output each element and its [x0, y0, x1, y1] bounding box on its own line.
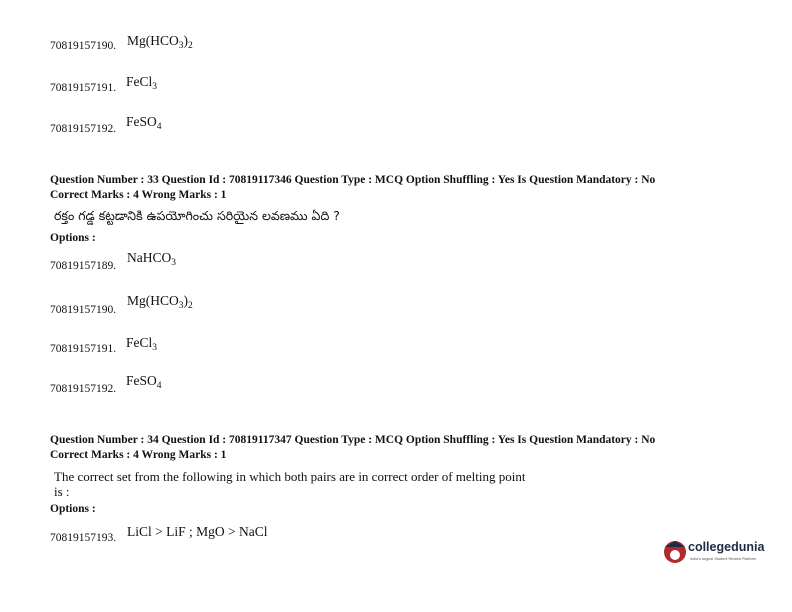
logo-name: collegedunia: [688, 540, 765, 554]
option-id: 70819157190.: [50, 40, 117, 52]
option-text: FeSO$_4$: [126, 373, 162, 391]
option-id: 70819157190.: [50, 304, 117, 316]
question-text: The correct set from the following in which both pairs are in correct order of melting point: [54, 469, 526, 484]
option-text: $Mg(HCO_3)_2$: [127, 33, 193, 51]
options-label: Options :: [50, 232, 96, 244]
question-meta: Question Number : 33 Question Id : 70819117346 Question Type : MCQ Option Shuffling : Yes Is Question Mandatory : No: [50, 174, 656, 186]
question-text: రక్తం గడ్డ కట్టడానికి ఉపయోగించు సరియైన లవణము ఏది ?: [54, 208, 340, 223]
option-id: 70819157191.: [50, 82, 117, 94]
option-id: 70819157192.: [50, 123, 117, 135]
option-id: 70819157189.: [50, 260, 117, 272]
option-id: 70819157191.: [50, 343, 117, 355]
logo-tagline: India's largest Student Review Platform: [690, 557, 757, 561]
option-text: LiCl > LiF ; MgO > NaCl: [127, 524, 268, 539]
question-meta: Question Number : 34 Question Id : 70819117347 Question Type : MCQ Option Shuffling : Yes Is Question Mandatory : No: [50, 434, 656, 446]
option-text: $Mg(HCO_3)_2$: [127, 293, 193, 311]
option-text: FeCl$_3$: [126, 335, 158, 353]
option-id: 70819157192.: [50, 383, 117, 395]
question-marks: Correct Marks : 4 Wrong Marks : 1: [50, 449, 227, 461]
option-text: NaHCO$_3$: [127, 250, 176, 268]
question-marks: Correct Marks : 4 Wrong Marks : 1: [50, 189, 227, 201]
option-text: FeSO$_4$: [126, 114, 162, 132]
collegedunia-logo: [664, 539, 764, 571]
options-label: Options :: [50, 503, 96, 515]
option-id: 70819157193.: [50, 532, 117, 544]
option-text: FeCl$_3$: [126, 74, 158, 92]
graduate-icon: [664, 541, 686, 563]
question-text-continued: is :: [54, 484, 70, 499]
